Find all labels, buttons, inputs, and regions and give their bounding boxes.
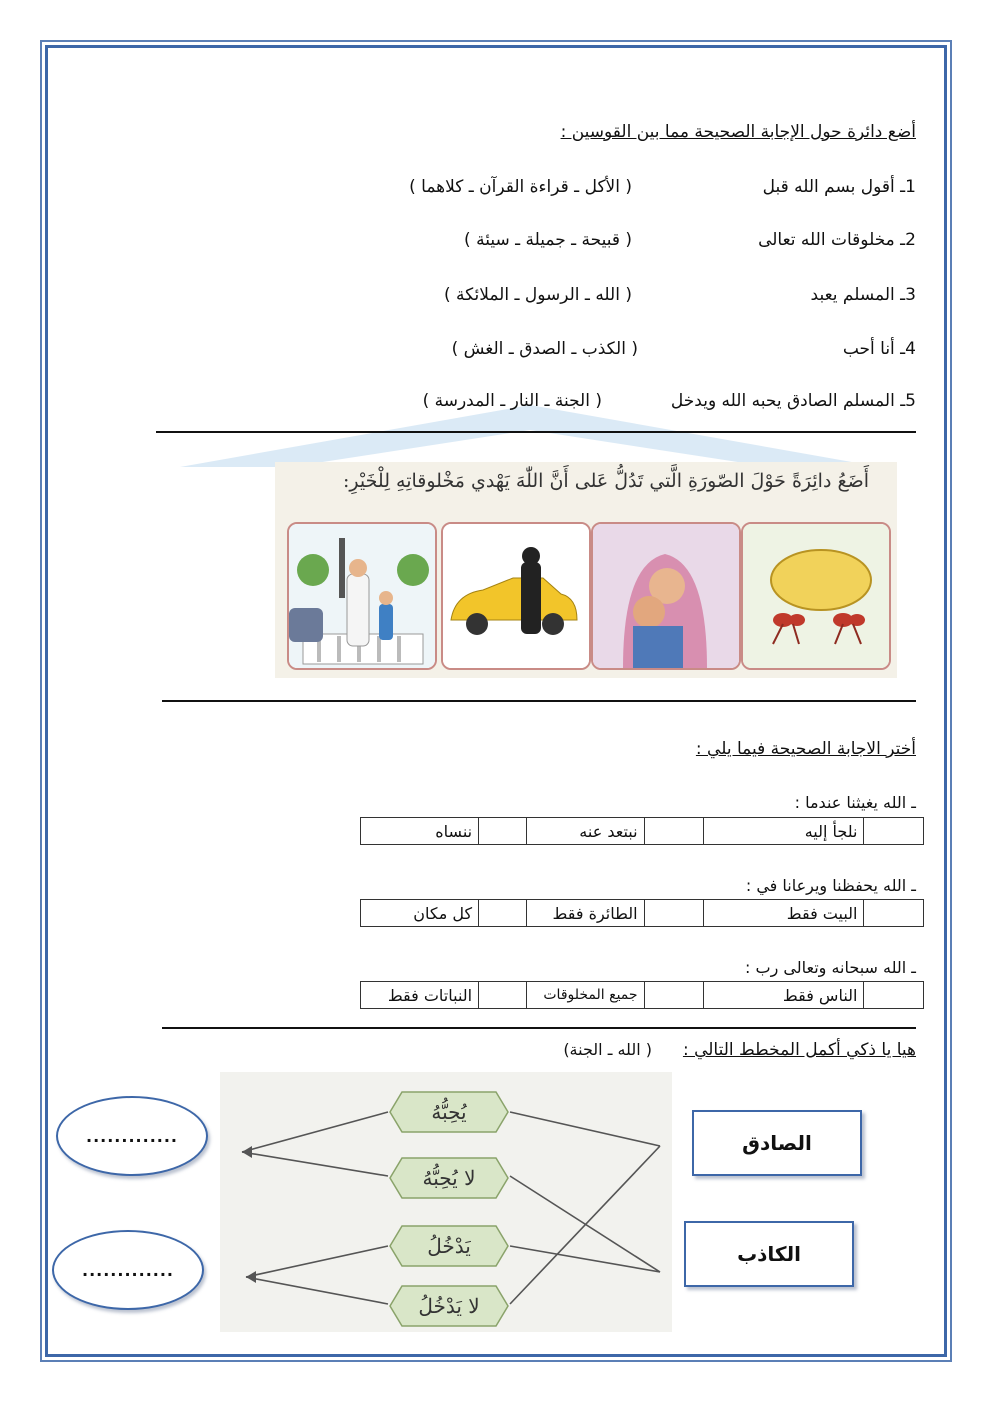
mc-1-option-a: نلجأ إليه (704, 818, 864, 845)
section2-heading: أَضَعُ دائِرَةً حَوْلَ الصّورَةِ الَّتي تَدُلُّ عَلى أَنَّ اللّٰهَ يَهْدي مَخْلوقاتِهِ لِلْخَيْرِ: (343, 470, 869, 492)
diagram-node-loves-him (388, 1090, 510, 1134)
thief-at-taxi-icon (443, 524, 589, 668)
flow-diagram (220, 1072, 672, 1332)
mc-question-3-text: ـ الله سبحانه وتعالى رب : (745, 958, 916, 977)
mother-hugging-child-icon (593, 524, 739, 668)
box-truthful: الصادق (692, 1110, 862, 1176)
picture-taxi-thief[interactable] (441, 522, 591, 670)
question-2-options[interactable]: ( قبيحة ـ جميلة ـ سيئة ) (464, 230, 632, 250)
diagram-label-1: يُحِبُّهُ (431, 1100, 467, 1124)
mc-2-option-c: كل مكان (361, 900, 479, 927)
picture-ants[interactable] (741, 522, 891, 670)
question-3-text: 3ـ المسلم يعبد (810, 285, 916, 305)
mc-3-option-a: الناس فقط (704, 982, 864, 1009)
divider-2 (162, 700, 916, 702)
picture-street-crossing[interactable] (287, 522, 437, 670)
diagram-label-3: يَدْخُلُ (427, 1234, 471, 1258)
mc-3-checkbox-a[interactable] (864, 982, 924, 1009)
diagram-node-not-loves-him (388, 1156, 510, 1200)
mc-3-checkbox-b[interactable] (644, 982, 704, 1009)
question-5-text: 5ـ المسلم الصادق يحبه الله ويدخل (670, 391, 916, 411)
mc-3-option-b: جميع المخلوقات (526, 982, 644, 1009)
question-1-text: 1ـ أقول بسم الله قبل (762, 177, 916, 197)
box-liar: الكاذب (684, 1221, 854, 1287)
section4-heading: هيا يا ذكي أكمل المخطط التالي : (682, 1040, 916, 1060)
mc-1-option-b: نبتعد عنه (526, 818, 644, 845)
picture-mother-child[interactable] (591, 522, 741, 670)
section1-heading: أضع دائرة حول الإجابة الصحيحة مما بين القوسين : (560, 122, 916, 142)
mc-1-option-c: ننساه (361, 818, 479, 845)
mc-question-1-text: ـ الله يغيثنا عندما : (794, 793, 916, 812)
mc-2-option-b: الطائرة فقط (526, 900, 644, 927)
question-4-options[interactable]: ( الكذب ـ الصدق ـ الغش ) (451, 339, 638, 359)
section3-heading: أختر الاجابة الصحيحة فيما يلي : (695, 739, 916, 759)
ants-carrying-food-icon (743, 524, 889, 668)
diagram-node-enters (388, 1224, 510, 1268)
picture-panel (275, 462, 897, 678)
divider-1 (156, 431, 916, 433)
mc-1-checkbox-b[interactable] (644, 818, 704, 845)
mc-2-checkbox-b[interactable] (644, 900, 704, 927)
mc-3-checkbox-c[interactable] (479, 982, 526, 1009)
question-4-text: 4ـ أنا أحب (842, 339, 916, 359)
mc-2-option-a: البيت فقط (704, 900, 864, 927)
mc-question-2-table (360, 899, 924, 927)
mc-2-checkbox-a[interactable] (864, 900, 924, 927)
diagram-label-4: لا يَدْخُلُ (418, 1294, 480, 1318)
diagram-node-not-enters (388, 1284, 510, 1328)
mc-1-checkbox-a[interactable] (864, 818, 924, 845)
mc-question-1-table (360, 817, 924, 845)
mc-3-option-c: النباتات فقط (361, 982, 479, 1009)
mc-question-3-table (360, 981, 924, 1009)
mc-question-2-text: ـ الله يحفظنا ويرعانا في : (745, 876, 916, 895)
question-5-options[interactable]: ( الجنة ـ النار ـ المدرسة ) (422, 391, 602, 411)
mc-1-checkbox-c[interactable] (479, 818, 526, 845)
answer-oval-2[interactable]: ............. (52, 1230, 204, 1310)
mc-2-checkbox-c[interactable] (479, 900, 526, 927)
question-3-options[interactable]: ( الله ـ الرسول ـ الملائكة ) (443, 285, 632, 305)
answer-oval-1[interactable]: ............. (56, 1096, 208, 1176)
man-and-boy-crossing-street-icon (289, 524, 435, 668)
question-1-options[interactable]: ( الأكل ـ قراءة القرآن ـ كلاهما ) (409, 177, 632, 197)
diagram-label-2: لا يُحِبُّهُ (422, 1166, 476, 1190)
question-2-text: 2ـ مخلوقات الله تعالى (758, 230, 916, 250)
divider-3 (162, 1027, 916, 1029)
word-bank: ( الله ـ الجنة) (563, 1040, 652, 1059)
